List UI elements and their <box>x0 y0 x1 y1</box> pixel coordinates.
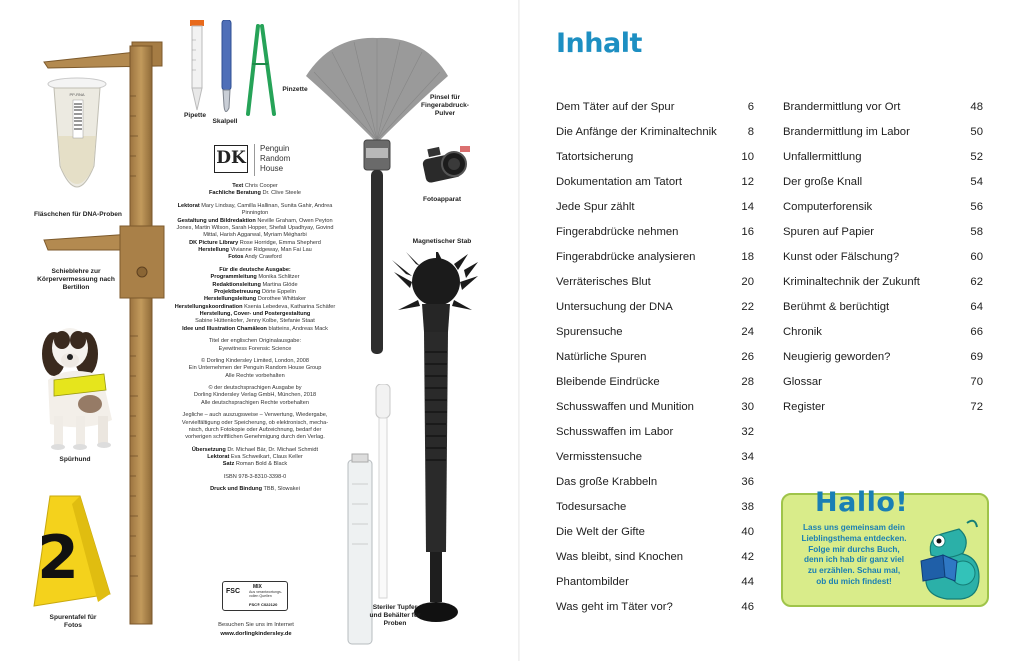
toc-entry-title: Verräterisches Blut <box>556 275 651 288</box>
credit-label: Lektorat <box>177 202 200 209</box>
toc-entry-page: 26 <box>741 350 754 363</box>
credit-label: Fachliche Beratung <box>208 190 261 197</box>
hallo-line: Folge mir durchs Buch, <box>808 544 900 554</box>
evidence-marker-image <box>28 494 114 612</box>
credit-value: Rose Horridge, Emma Shepherd <box>239 239 321 246</box>
credit-value: Chris Cooper <box>244 183 278 189</box>
page-title: Inhalt <box>556 28 642 59</box>
copyright-line: Alle Rechte vorbehalten <box>225 372 285 379</box>
toc-entry-title: Register <box>783 400 826 413</box>
credit-label: Fotos <box>228 254 244 261</box>
toc-entry[interactable] <box>556 394 754 419</box>
toc-entry-page: 12 <box>741 175 754 188</box>
penguin-line-1: Penguin <box>260 144 290 153</box>
toc-entry-page: 16 <box>741 225 754 238</box>
penguin-line-2: Random <box>260 154 291 163</box>
hallo-title: Hallo! <box>815 487 909 518</box>
toc-entry-title: Was geht im Täter vor? <box>556 600 673 613</box>
legal-line: Jegliche – auch auszugsweise – Verwertung, Wiedergabe, <box>182 412 328 419</box>
hallo-text <box>791 523 917 588</box>
toc-entry[interactable] <box>556 294 754 319</box>
credit-value: Dorothee Whittaker <box>257 296 306 303</box>
caption-dog: Spürhund <box>59 456 91 463</box>
toc-entry-title: Todesursache <box>556 500 627 513</box>
toc-column-left <box>556 94 754 619</box>
credit-value: Mary Lindsay, Camilla Hallinan, Sunita Gahir, Andrea Pinnington <box>201 202 333 217</box>
credit-value: Andy Crawford <box>244 254 282 261</box>
toc-entry-page: 10 <box>741 150 754 163</box>
toc-entry-title: Der große Knall <box>783 175 863 188</box>
fsc-line: vollen Quellen <box>249 594 272 598</box>
toc-entry-title: Schusswaffen und Munition <box>556 400 694 413</box>
caption-bertillon: Schieblehre zur Körpervermessung nach Bertillon <box>37 268 115 292</box>
toc-entry-title: Brandermittlung im Labor <box>783 125 910 138</box>
toc-entry-title: Phantombilder <box>556 575 629 588</box>
toc-entry-title: Die Welt der Gifte <box>556 525 645 538</box>
toc-entry-page: 69 <box>970 350 983 363</box>
toc-entry[interactable] <box>783 294 983 319</box>
toc-entry-page: 20 <box>741 275 754 288</box>
caption-magnetic: Magnetischer Stab <box>412 238 472 245</box>
camera-image <box>420 140 476 190</box>
original-title-line: Eyewitness Forensic Science <box>218 345 292 352</box>
copyright-line: © der deutschsprachigen Ausgabe by <box>208 385 302 391</box>
toc-entry-page: 40 <box>741 525 754 538</box>
toc-entry-page: 60 <box>970 250 983 263</box>
toc-entry-page: 62 <box>970 275 983 288</box>
toc-entry[interactable] <box>783 194 983 219</box>
toc-entry-page: 52 <box>970 150 983 163</box>
toc-entry-title: Spurensuche <box>556 325 623 338</box>
toc-entry[interactable] <box>556 444 754 469</box>
web-line: Besuchen Sie uns im Internet <box>218 622 294 628</box>
publisher-logo <box>214 144 304 178</box>
fsc-label <box>222 581 288 611</box>
credit-value: Dörte Eppelin <box>261 288 296 295</box>
toc-entry-title: Unfallermittlung <box>783 150 862 163</box>
caption-pipette: Pipette <box>184 112 206 119</box>
toc-entry-title: Fingerabdrücke analysieren <box>556 250 696 263</box>
toc-entry-page: 8 <box>747 125 754 138</box>
copyright-line: Ein Unternehmen der Penguin Random House Group <box>188 365 322 372</box>
toc-entry-page: 24 <box>741 325 754 338</box>
credit-value: Roman Bold & Black <box>235 461 288 468</box>
toc-entry-page: 48 <box>970 100 983 113</box>
toc-entry[interactable] <box>783 394 983 419</box>
credit-label: Redaktionsleitung <box>212 281 261 288</box>
sniffer-dog-image <box>24 320 124 450</box>
caption-scalpel: Skalpell <box>212 118 238 125</box>
copyright-line: Alle deutschsprachigen Rechte vorbehalten <box>201 399 309 406</box>
credit-value: Dr. Clive Steele <box>262 190 302 197</box>
credit-value: Sabine Hüttenkofer, Jenny Kolbe, Stefanie Staat <box>195 318 315 325</box>
toc-entry-page: 72 <box>970 400 983 413</box>
caption-tweezers: Pinzette <box>282 86 308 93</box>
fsc-code: FSC® C022120 <box>249 602 278 607</box>
toc-entry-title: Fingerabdrücke nehmen <box>556 225 679 238</box>
legal-line: nisch, durch Fotokopie oder Aufzeichnung, bedarf der <box>188 426 322 433</box>
tube-label: PP-RNA <box>69 92 85 97</box>
toc-entry-title: Glossar <box>783 375 822 388</box>
toc-entry-title: Schusswaffen im Labor <box>556 425 674 438</box>
penguin-line-3: House <box>260 164 284 173</box>
toc-entry-page: 36 <box>741 475 754 488</box>
credit-label: Programmleitung <box>210 274 257 281</box>
toc-entry[interactable] <box>783 369 983 394</box>
toc-entry-title: Computerforensik <box>783 200 873 213</box>
toc-entry[interactable] <box>556 419 754 444</box>
toc-entry[interactable] <box>783 219 983 244</box>
toc-entry-title: Kunst oder Fälschung? <box>783 250 900 263</box>
toc-entry[interactable] <box>556 194 754 219</box>
toc-entry[interactable] <box>783 344 983 369</box>
caption-swab: Steriler Tupfer und Behälter für Proben <box>369 604 421 628</box>
legal-line: vorherigen schriftlichen Genehmigung durch den Verlag. <box>185 434 325 441</box>
hallo-line: zu erzählen. Schau mal, <box>807 566 901 576</box>
toc-entry[interactable] <box>556 169 754 194</box>
toc-entry-page: 6 <box>747 100 754 113</box>
hallo-line: denn ich hab dir ganz viel <box>803 555 905 565</box>
toc-entry[interactable] <box>556 319 754 344</box>
toc-entry[interactable] <box>556 119 754 144</box>
toc-entry-title: Was bleibt, sind Knochen <box>556 550 684 563</box>
toc-entry-page: 42 <box>741 550 754 563</box>
toc-entry[interactable] <box>783 169 983 194</box>
chameleon-icon <box>917 515 987 605</box>
logo-divider <box>254 144 255 176</box>
dna-tube-image <box>46 76 112 206</box>
copyright-line: © Dorling Kindersley Limited, London, 2008 <box>201 357 309 364</box>
german-edition-heading: Für die deutsche Ausgabe: <box>219 266 291 273</box>
toc-entry[interactable] <box>556 269 754 294</box>
toc-entry-title: Berühmt & berüchtigt <box>783 300 890 313</box>
hallo-line: Lass uns gemeinsam dein <box>803 523 905 532</box>
toc-entry[interactable] <box>556 494 754 519</box>
credit-label: Druck und Bindung <box>210 486 263 493</box>
toc-entry-title: Jede Spur zählt <box>556 200 635 213</box>
credit-label: Herstellungskoordination <box>174 303 243 310</box>
fsc-line: Aus verantwortungs- <box>249 590 282 594</box>
credit-value: Neville Graham, Owen Peyton Jones, Martin Wilson, Sarah Hopper, Shefali Upadhyay, Govind Mittal, Harish Aggarwal, Myriam Mégharbi <box>176 217 334 239</box>
credit-label: Herstellungsleitung <box>204 296 257 303</box>
toc-entry-page: 50 <box>970 125 983 138</box>
toc-entry-title: Das große Krabbeln <box>556 475 658 488</box>
isbn: ISBN 978-3-8310-3398-0 <box>223 473 287 480</box>
toc-entry-title: Neugierig geworden? <box>783 350 891 363</box>
magnetic-wand-image <box>392 252 478 632</box>
toc-entry-page: 58 <box>970 225 983 238</box>
toc-entry-page: 28 <box>741 375 754 388</box>
toc-entry-title: Brandermittlung vor Ort <box>783 100 901 113</box>
caption-marker: Spurentafel für Fotos <box>49 614 97 630</box>
toc-entry-page: 70 <box>970 375 983 388</box>
credit-value: Vivianne Ridgeway, Man Fai Lau <box>230 247 312 253</box>
toc-entry[interactable] <box>556 569 754 594</box>
toc-entry[interactable] <box>783 94 983 119</box>
credit-label: Übersetzung <box>191 446 226 453</box>
credit-label: Herstellung <box>198 247 229 253</box>
toc-entry-page: 18 <box>741 250 754 263</box>
toc-entry[interactable] <box>556 369 754 394</box>
toc-entry[interactable] <box>556 94 754 119</box>
toc-entry-title: Kriminaltechnik der Zukunft <box>783 275 920 288</box>
toc-entry-title: Chronik <box>783 325 822 338</box>
caption-dna-tube: Fläschchen für DNA-Proben <box>34 211 122 218</box>
toc-entry-title: Untersuchung der DNA <box>556 300 673 313</box>
toc-entry-title: Spuren auf Papier <box>783 225 875 238</box>
toc-entry-page: 38 <box>741 500 754 513</box>
fsc-mix: MIX <box>253 584 262 590</box>
toc-entry-page: 14 <box>741 200 754 213</box>
credit-value: Monika Schlitzer <box>258 274 300 281</box>
toc-entry-page: 66 <box>970 325 983 338</box>
credit-value: blatteins, Andreas Mack <box>268 325 328 332</box>
toc-entry[interactable] <box>556 594 754 619</box>
credit-label: Idee und Illustration Chamäleon <box>182 325 267 332</box>
toc-entry-title: Dem Täter auf der Spur <box>556 100 675 113</box>
toc-entry[interactable] <box>556 219 754 244</box>
toc-entry[interactable] <box>783 144 983 169</box>
caption-brush: Pinsel für Fingerabdruck-Pulver <box>421 94 469 118</box>
toc-entry[interactable] <box>556 469 754 494</box>
dk-logo: DK <box>214 145 248 173</box>
toc-column-right <box>783 94 983 419</box>
marker-number: 2 <box>37 523 79 593</box>
toc-entry-title: Tatortsicherung <box>556 150 634 163</box>
toc-entry-page: 64 <box>970 300 983 313</box>
credit-label: DK Picture Library <box>189 239 239 246</box>
tweezers-image <box>240 24 280 122</box>
toc-entry[interactable] <box>783 269 983 294</box>
credit-label: Herstellung, Cover- und Postergestaltung <box>199 311 311 317</box>
credit-label: Lektorat <box>207 454 230 460</box>
toc-entry-page: 54 <box>970 175 983 188</box>
credit-label: Projektbetreuung <box>214 288 261 295</box>
toc-entry-page: 30 <box>741 400 754 413</box>
toc-entry-title: Die Anfänge der Kriminaltechnik <box>556 125 717 138</box>
hallo-line: ob du mich findest! <box>816 577 892 587</box>
toc-entry-page: 56 <box>970 200 983 213</box>
credit-label: Text <box>232 183 244 189</box>
credit-value: Dr. Michael Bär, Dr. Michael Schmidt <box>227 446 319 453</box>
credit-label: Satz <box>222 461 235 468</box>
fsc-logo: FSC <box>226 588 240 595</box>
copyright-line: Dorling Kindersley Verlag GmbH, München, 2018 <box>193 392 317 399</box>
hallo-box <box>781 487 989 607</box>
toc-entry-page: 34 <box>741 450 754 463</box>
toc-entry[interactable] <box>556 144 754 169</box>
credit-label: Gestaltung und Bildredaktion <box>177 217 256 224</box>
toc-entry[interactable] <box>556 244 754 269</box>
toc-entry[interactable] <box>783 319 983 344</box>
original-title-line: Titel der englischen Originalausgabe: <box>208 338 302 345</box>
toc-entry-page: 46 <box>741 600 754 613</box>
legal-line: Vervielfältigung oder Speicherung, ob elektronisch, mecha- <box>181 419 329 426</box>
credit-value: Eva Schweikart, Claus Keller <box>230 454 303 460</box>
toc-entry-title: Dokumentation am Tatort <box>556 175 683 188</box>
credit-value: TBB, Slowakei <box>263 486 300 493</box>
toc-entry-page: 32 <box>741 425 754 438</box>
toc-entry-title: Natürliche Spuren <box>556 350 647 363</box>
toc-entry[interactable] <box>556 519 754 544</box>
toc-entry-page: 44 <box>741 575 754 588</box>
toc-entry-title: Bleibende Eindrücke <box>556 375 660 388</box>
credit-value: Martina Glöde <box>262 281 298 288</box>
toc-entry[interactable] <box>783 119 983 144</box>
website-link[interactable]: www.dorlingkindersley.de <box>220 631 292 637</box>
toc-entry[interactable] <box>556 544 754 569</box>
toc-entry[interactable] <box>556 344 754 369</box>
caption-camera: Fotoapparat <box>422 196 462 203</box>
toc-entry[interactable] <box>783 244 983 269</box>
toc-entry-title: Vermisstensuche <box>556 450 643 463</box>
hallo-line: Lieblingsthema entdecken. <box>801 533 907 543</box>
scalpel-image <box>218 20 234 116</box>
toc-entry-page: 22 <box>741 300 754 313</box>
pipette-image <box>186 20 208 112</box>
credit-value: Ksenia Lebedeva, Katharina Schäfer <box>244 303 336 310</box>
